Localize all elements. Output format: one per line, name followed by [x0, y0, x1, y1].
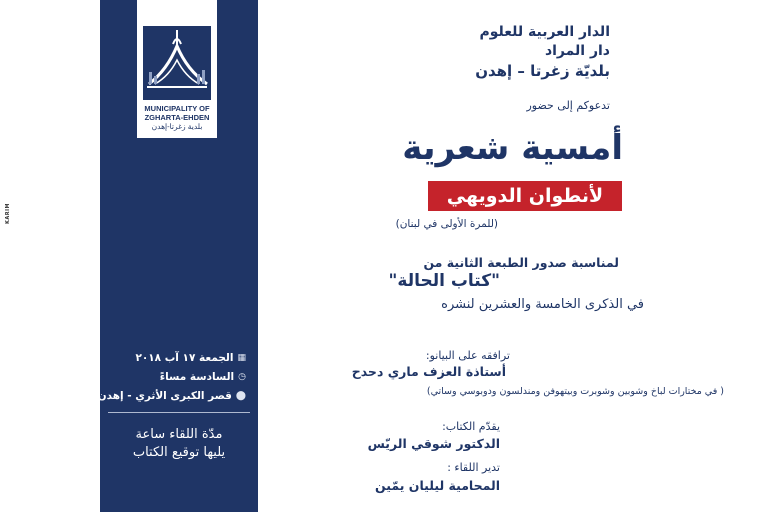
piano-program: ( في مختارات لباخ وشوبين وشوبرت وبيتهوفن ومندلسون ودوبوسي وساتي)	[426, 386, 724, 397]
sidebar-divider	[108, 412, 250, 413]
occasion-line-3: في الذكرى الخامسة والعشرين لنشره	[441, 297, 644, 312]
host-line-2: دار المراد	[544, 43, 610, 59]
event-time	[160, 371, 246, 383]
logo-line-2: ZGHARTA-EHDEN	[144, 113, 210, 122]
host-line-1: الدار العربية للعلوم	[479, 24, 610, 40]
event-time-text: السادسة مساءً	[159, 371, 235, 383]
invite-text: تدعوكم إلى حضور	[526, 99, 610, 112]
municipality-logo	[137, 0, 217, 138]
event-date-text: الجمعة ١٧ آب ٢٠١٨	[135, 352, 234, 364]
calendar-icon: ▦	[237, 353, 246, 363]
poet-banner: لأنطوان الدويهي	[428, 181, 622, 211]
book-title: "كتاب الحالة"	[388, 271, 500, 291]
host-line-3: بلديّة زغرتا – إهدن	[475, 62, 610, 80]
logo-line-3: بلدية زغرتا-إهدن	[151, 122, 203, 131]
event-title: أمسية شعرية	[402, 128, 623, 168]
presenter-name: الدكتور شوقي الريّس	[367, 436, 500, 451]
logo-line-1: MUNICIPALITY OF	[144, 104, 210, 113]
piano-performer: أستاذة العزف ماري دحدح	[351, 364, 506, 379]
piano-intro: ترافقه على البيانو:	[425, 349, 510, 362]
event-venue-text: قصر الكبرى الأثري - إهدن	[97, 390, 232, 402]
duration-line-1: مدّة اللقاء ساعة	[135, 427, 223, 442]
moderator-name: المحامية ليليان يمّين	[375, 478, 500, 493]
event-date	[135, 352, 246, 364]
first-time-note: (للمرة الأولى في لبنان)	[395, 218, 498, 230]
clock-icon: ◷	[238, 372, 246, 382]
watermark-text: KARIM	[5, 203, 11, 224]
event-venue	[98, 390, 246, 402]
presenter-intro: يقدّم الكتاب:	[442, 420, 500, 433]
moderator-intro: تدير اللقاء :	[447, 461, 500, 474]
location-pin-icon: ⬤	[235, 391, 246, 401]
municipality-emblem-icon	[137, 0, 217, 100]
occasion-line-1: لمناسبة صدور الطبعة الثانية من	[423, 255, 619, 270]
duration-line-2: يليها توقيع الكتاب	[132, 445, 226, 460]
